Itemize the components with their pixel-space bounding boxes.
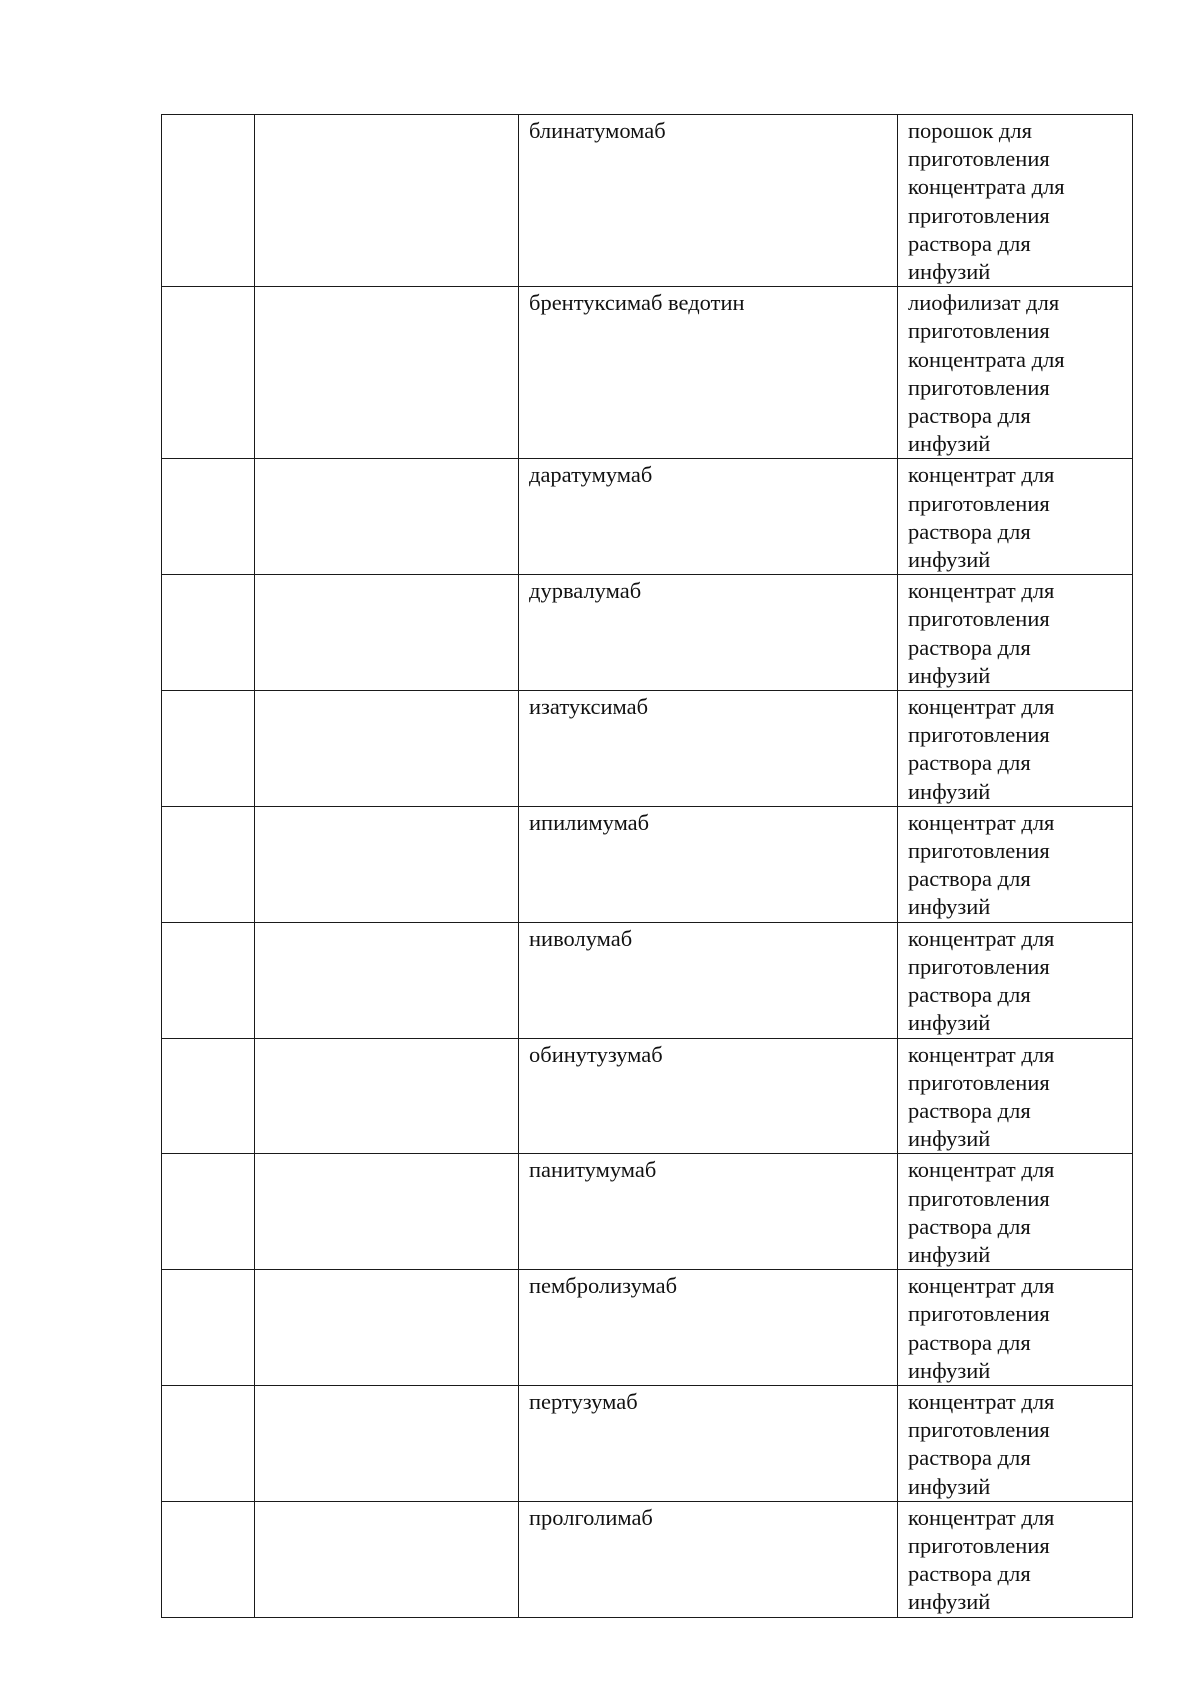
- drug-table-body: [162, 115, 1133, 1618]
- group-cell: [255, 115, 519, 287]
- dosage-form-cell: лиофилизат для приготовления концентрата для приготовления раствора для инфузий: [898, 287, 1133, 459]
- drug-name-cell: ипилимумаб: [519, 806, 898, 922]
- table-row: [162, 691, 1133, 807]
- atc-code-cell: [162, 575, 255, 691]
- table-row: [162, 1270, 1133, 1386]
- dosage-form-cell: концентрат для приготовления раствора для инфузий: [898, 1038, 1133, 1154]
- dosage-form-cell: концентрат для приготовления раствора для инфузий: [898, 806, 1133, 922]
- group-cell: [255, 806, 519, 922]
- group-cell: [255, 1501, 519, 1617]
- table-row: [162, 1501, 1133, 1617]
- atc-code-cell: [162, 1038, 255, 1154]
- drug-name-cell: обинутузумаб: [519, 1038, 898, 1154]
- table-row: [162, 1038, 1133, 1154]
- group-cell: [255, 1270, 519, 1386]
- group-cell: [255, 459, 519, 575]
- dosage-form-cell: концентрат для приготовления раствора для инфузий: [898, 1385, 1133, 1501]
- atc-code-cell: [162, 1385, 255, 1501]
- drug-table: [161, 114, 1133, 1618]
- table-row: [162, 1385, 1133, 1501]
- group-cell: [255, 922, 519, 1038]
- table-row: [162, 1154, 1133, 1270]
- drug-name-cell: дурвалумаб: [519, 575, 898, 691]
- table-row: [162, 115, 1133, 287]
- atc-code-cell: [162, 459, 255, 575]
- dosage-form-cell: концентрат для приготовления раствора для инфузий: [898, 1501, 1133, 1617]
- drug-name-cell: изатуксимаб: [519, 691, 898, 807]
- drug-name-cell: панитумумаб: [519, 1154, 898, 1270]
- atc-code-cell: [162, 1270, 255, 1386]
- atc-code-cell: [162, 806, 255, 922]
- table-row: [162, 806, 1133, 922]
- group-cell: [255, 575, 519, 691]
- drug-name-cell: даратумумаб: [519, 459, 898, 575]
- dosage-form-cell: концентрат для приготовления раствора для инфузий: [898, 1154, 1133, 1270]
- atc-code-cell: [162, 691, 255, 807]
- group-cell: [255, 1154, 519, 1270]
- drug-name-cell: брентуксимаб ведотин: [519, 287, 898, 459]
- dosage-form-cell: концентрат для приготовления раствора для инфузий: [898, 691, 1133, 807]
- atc-code-cell: [162, 287, 255, 459]
- table-row: [162, 575, 1133, 691]
- dosage-form-cell: концентрат для приготовления раствора для инфузий: [898, 575, 1133, 691]
- group-cell: [255, 691, 519, 807]
- drug-name-cell: пембролизумаб: [519, 1270, 898, 1386]
- drug-name-cell: пролголимаб: [519, 1501, 898, 1617]
- atc-code-cell: [162, 1154, 255, 1270]
- group-cell: [255, 1038, 519, 1154]
- group-cell: [255, 287, 519, 459]
- drug-name-cell: ниволумаб: [519, 922, 898, 1038]
- dosage-form-cell: концентрат для приготовления раствора для инфузий: [898, 1270, 1133, 1386]
- atc-code-cell: [162, 1501, 255, 1617]
- table-row: [162, 287, 1133, 459]
- table-row: [162, 459, 1133, 575]
- dosage-form-cell: порошок для приготовления концентрата для приготовления раствора для инфузий: [898, 115, 1133, 287]
- table-row: [162, 922, 1133, 1038]
- atc-code-cell: [162, 922, 255, 1038]
- drug-name-cell: пертузумаб: [519, 1385, 898, 1501]
- drug-name-cell: блинатумомаб: [519, 115, 898, 287]
- dosage-form-cell: концентрат для приготовления раствора для инфузий: [898, 922, 1133, 1038]
- dosage-form-cell: концентрат для приготовления раствора для инфузий: [898, 459, 1133, 575]
- atc-code-cell: [162, 115, 255, 287]
- group-cell: [255, 1385, 519, 1501]
